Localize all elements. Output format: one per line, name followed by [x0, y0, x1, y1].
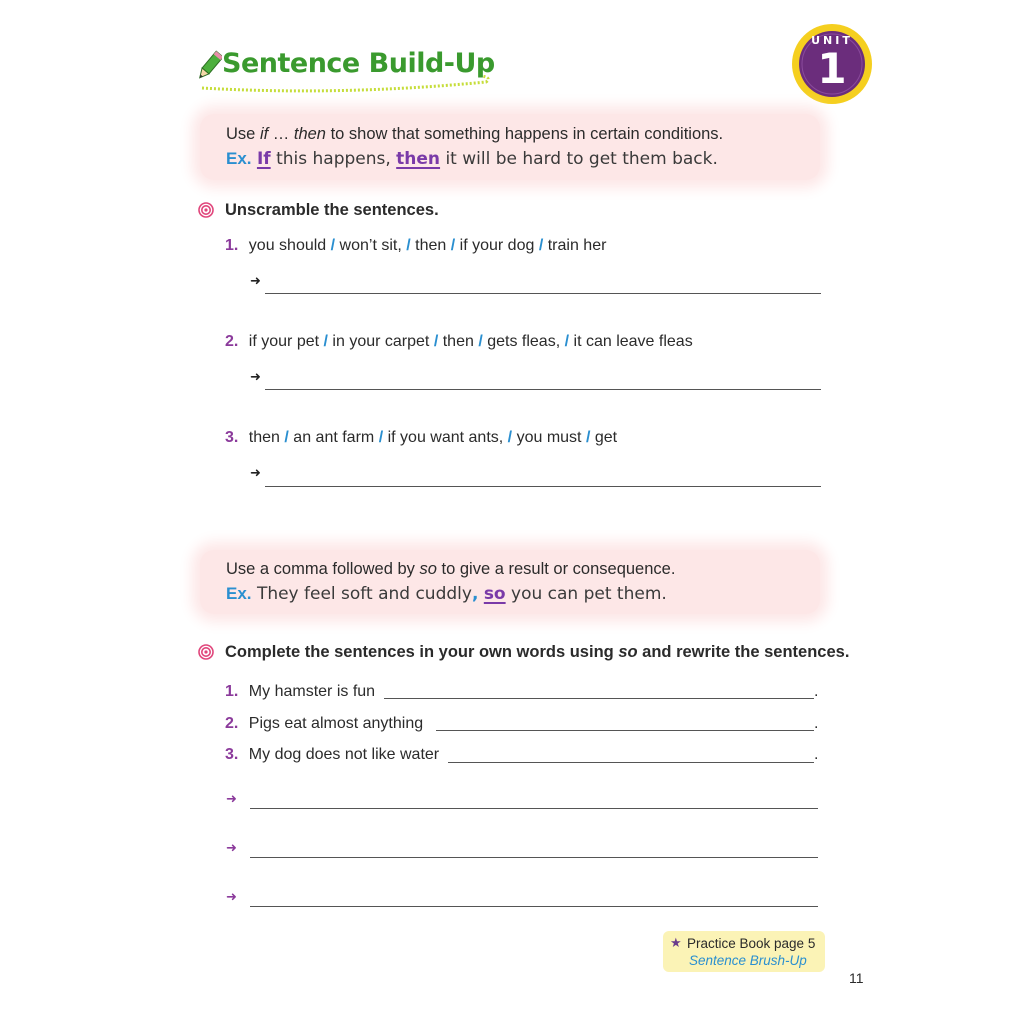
answer-line-2[interactable] — [265, 389, 821, 390]
practice-book-section: Sentence Brush-Up — [689, 953, 807, 968]
answer-line-1[interactable] — [265, 293, 821, 294]
rewrite-line-3[interactable] — [250, 906, 818, 907]
tip-rule: Use a comma followed by so to give a result or consequence. — [226, 560, 676, 578]
tip-example: Ex. If this happens, then it will be hard to get them back. — [226, 149, 718, 169]
unscramble-item-1: 1. you should / won’t sit, / then / if your dog / train her — [225, 237, 607, 254]
rewrite-line-1[interactable] — [250, 808, 818, 809]
arrow-icon: ➜ — [250, 465, 261, 480]
rewrite-line-2[interactable] — [250, 857, 818, 858]
practice-book-page: Practice Book page 5 — [687, 936, 816, 951]
tip-rule: Use if … then to show that something happens in certain conditions. — [226, 125, 724, 143]
complete-item-3: 3. My dog does not like water — [225, 746, 440, 763]
answer-line-3[interactable] — [265, 486, 821, 487]
arrow-icon: ➜ — [226, 840, 237, 855]
unscramble-heading: Unscramble the sentences. — [225, 201, 439, 219]
tip-box-if-then — [200, 114, 820, 180]
arrow-icon: ➜ — [250, 273, 261, 288]
unit-label: UNIT — [811, 34, 853, 47]
unscramble-item-2: 2. if your pet / in your carpet / then / gets fleas, / it can leave fleas — [225, 333, 693, 350]
spiral-icon — [198, 644, 214, 660]
period: . — [814, 715, 819, 732]
unit-number: 1 — [817, 44, 847, 93]
arrow-icon: ➜ — [250, 369, 261, 384]
period: . — [814, 746, 819, 763]
title-text: Sentence Build-Up — [222, 48, 495, 79]
fill-line-2[interactable] — [436, 730, 814, 731]
fill-line-3[interactable] — [448, 762, 814, 763]
page-title — [196, 44, 496, 100]
spiral-icon — [198, 202, 214, 218]
tip-box-so — [200, 550, 820, 614]
complete-heading: Complete the sentences in your own words using so and rewrite the sentences. — [225, 643, 850, 661]
complete-item-1: 1. My hamster is fun — [225, 683, 376, 700]
page-number: 11 — [849, 970, 864, 986]
arrow-icon: ➜ — [226, 791, 237, 806]
unscramble-item-3: 3. then / an ant farm / if you want ants, / you must / get — [225, 429, 618, 446]
tip-example: Ex. They feel soft and cuddly, so you can pet them. — [226, 584, 667, 604]
period: . — [814, 683, 819, 700]
title-underline — [200, 74, 492, 96]
arrow-icon: ➜ — [226, 889, 237, 904]
unit-badge — [790, 22, 874, 106]
fill-line-1[interactable] — [384, 698, 814, 699]
practice-book-note — [663, 931, 825, 972]
star-icon: ★ — [670, 935, 682, 950]
complete-item-2: 2. Pigs eat almost anything — [225, 715, 424, 732]
